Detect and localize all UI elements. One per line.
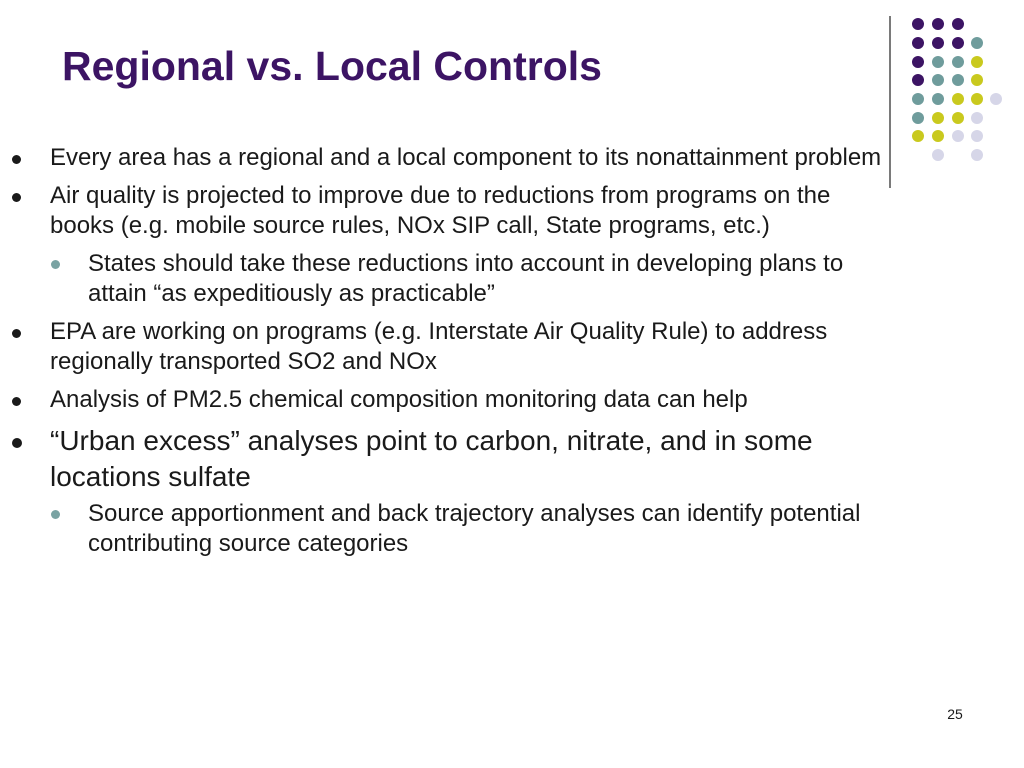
decor-dot	[952, 18, 964, 30]
decor-dot	[912, 130, 924, 142]
decor-dot	[932, 56, 944, 68]
decor-dot	[952, 74, 964, 86]
decor-dot	[932, 18, 944, 30]
decor-dot	[952, 56, 964, 68]
slide-number: 25	[947, 706, 963, 722]
decor-dot	[971, 130, 983, 142]
decor-dot	[932, 130, 944, 142]
sub-bullet-item: Source apportionment and back trajectory analyses can identify potential contributing source categories	[0, 499, 1024, 559]
bullet-item: Every area has a regional and a local component to its nonattainment problem	[0, 143, 1024, 173]
decor-dot	[932, 112, 944, 124]
decor-dot	[971, 56, 983, 68]
decor-dot	[952, 112, 964, 124]
decor-dot	[912, 74, 924, 86]
bullet-list	[0, 143, 1024, 567]
slide-title: Regional vs. Local Controls	[62, 43, 602, 89]
bullet-item: EPA are working on programs (e.g. Interstate Air Quality Rule) to address regionally transported SO2 and NOx	[0, 317, 1024, 377]
decor-dot	[990, 93, 1002, 105]
bullet-item: Analysis of PM2.5 chemical composition monitoring data can help	[0, 385, 1024, 415]
decor-dot	[932, 74, 944, 86]
decor-dot	[932, 37, 944, 49]
decor-dot	[912, 93, 924, 105]
decor-dot	[952, 93, 964, 105]
decor-dot	[912, 18, 924, 30]
decor-dot	[971, 112, 983, 124]
bullet-item: Air quality is projected to improve due to reductions from programs on the books (e.g. mobile source rules, NOx SIP call, State programs, etc.)	[0, 181, 1024, 241]
decor-dot	[952, 37, 964, 49]
bullet-item-large: “Urban excess” analyses point to carbon, nitrate, and in some locations sulfate	[0, 423, 1024, 495]
decor-dot	[971, 93, 983, 105]
decor-dot	[971, 74, 983, 86]
decor-dot	[912, 56, 924, 68]
decor-dot	[952, 130, 964, 142]
decor-dot	[912, 37, 924, 49]
sub-bullet-item: States should take these reductions into account in developing plans to attain “as expeditiously as practicable”	[0, 249, 1024, 309]
decor-dot	[971, 37, 983, 49]
decor-dot	[932, 93, 944, 105]
decor-dot	[912, 112, 924, 124]
